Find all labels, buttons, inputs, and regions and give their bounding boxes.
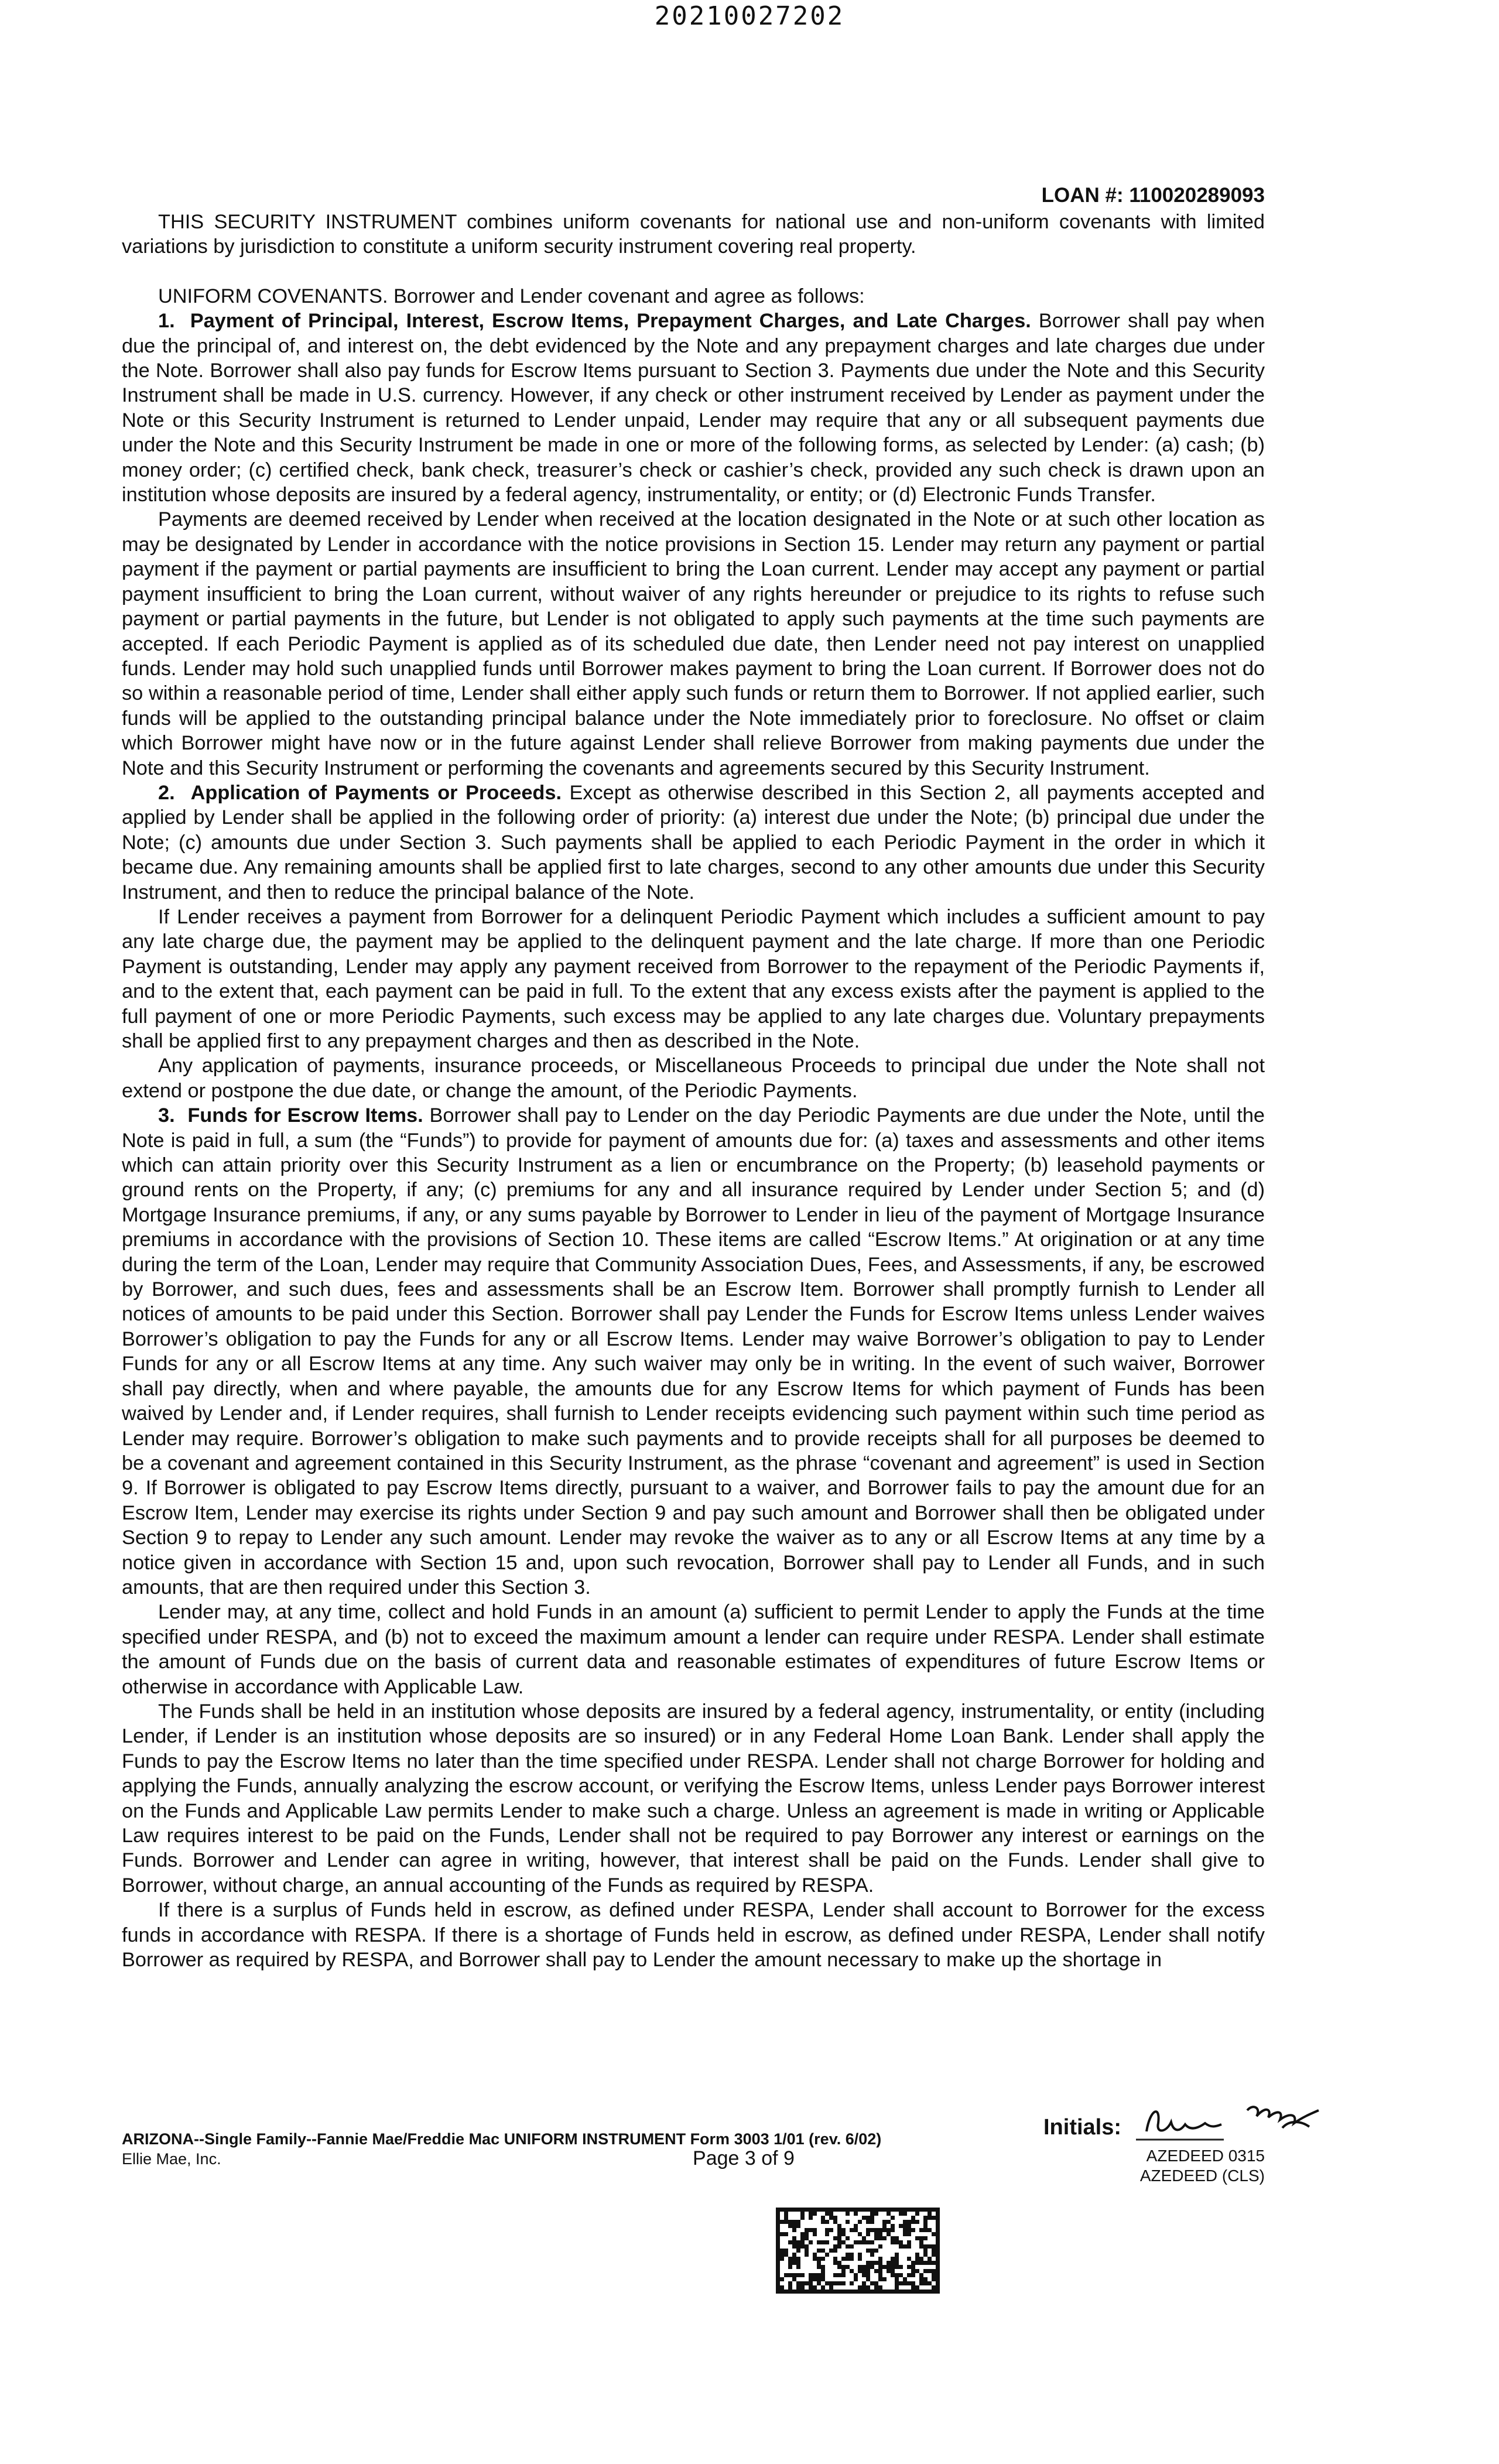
- section-2: [122, 781, 1265, 905]
- paragraph-collect-funds: Lender may, at any time, collect and hold Funds in an amount (a) sufficient to permit Lender to apply the Funds at the time specified under RESPA, and (b) not to exceed the maximum amount a lender can require under RESPA. Lender shall estimate the amount of Funds due on the basis of current data and reasonable estimates of expenditures of future Escrow Items or otherwise in accordance with Applicable Law.: [122, 1601, 1265, 1698]
- barcode-image: [776, 2208, 940, 2295]
- document-body: [122, 210, 1265, 1972]
- section-heading: Payment of Principal, Interest, Escrow Items, Prepayment Charges, and Late Charges.: [190, 310, 1031, 333]
- loan-number: LOAN #: 110020289093: [1041, 184, 1265, 207]
- form-identifier: ARIZONA--Single Family--Fannie Mae/Freddie Mac UNIFORM INSTRUMENT Form 3003 1/01 (rev. 6/02): [122, 2130, 882, 2148]
- section-text: Borrower shall pay to Lender on the day Periodic Payments are due under the Note, until the Note is paid in full, a sum (the “Funds”) to provide for payment of amounts due for: (a) taxes and assessments and other items which can attain priority over this Security Instrument as a lien or encumbrance on the Property; (b) leasehold payments or ground rents on the Property, if any; (c) premiums for any and all insurance required by Lender under Section 5; and (d) Mortgage Insurance premiums, if any, or any sums payable by Borrower to Lender in lieu of the payment of Mortgage Insurance premiums in accordance with the provisions of Section 10. These items are called “Escrow Items.” At origination or at any time during the term of the Loan, Lender may require that Community Association Dues, Fees, and Assessments, if any, be escrowed by Borrower, and such dues, fees and assessments shall be an Escrow Item. Borrower shall promptly furnish to Lender all notices of amounts to be paid under this Section. Borrower shall pay Lender the Funds for Escrow Items unless Lender waives Borrower’s obligation to pay the Funds for any or all Escrow Items. Lender may waive Borrower’s obligation to pay to Lender Funds for any or all Escrow Items at any time. Any such waiver may only be in writing. In the event of such waiver, Borrower shall pay directly, when and where payable, the amounts due for any Escrow Items for which payment of Funds has been waived by Lender and, if Lender requires, shall furnish to Lender receipts evidencing such payment within such time period as Lender may require. Borrower’s obligation to make such payments and to provide receipts shall for all purposes be deemed to be a covenant and agreement contained in this Security Instrument, as the phrase “covenant and agreement” is used in Section 9. If Borrower is obligated to pay Escrow Items directly, pursuant to a waiver, and Borrower fails to pay the amount due for an Escrow Item, Lender may exercise its rights under Section 9 and pay such amount and Borrower shall then be obligated under Section 9 to repay to Lender any such amount. Lender may revoke the waiver as to any or all Escrow Items at any time by a notice given in accordance with Section 15 and, upon such revocation, Borrower shall pay to Lender all Funds, and in such amounts, that are then required under this Section 3.: [122, 1104, 1265, 1599]
- paragraph-intro: THIS SECURITY INSTRUMENT combines uniform covenants for national use and non-uniform covenants with limited variations by jurisdiction to constitute a uniform security instrument covering real property.: [122, 211, 1265, 258]
- section-text: Except as otherwise described in this Section 2, all payments accepted and applied by Lender shall be applied in the following order of priority: (a) interest due under the Note; (b) principal due under the Note; (c) amounts due under Section 3. Such payments shall be applied to each Periodic Payment in the order in which it became due. Any remaining amounts shall be applied first to late charges, second to any other amounts due under this Security Instrument, and then to reduce the principal balance of the Note.: [122, 781, 1265, 904]
- initials-signature: [1136, 2097, 1329, 2150]
- paragraph-application: Any application of payments, insurance proceeds, or Miscellaneous Proceeds to principal due under the Note shall not extend or postpone the due date, or change the amount, of the Periodic Payments.: [122, 1055, 1265, 1102]
- section-1: [122, 309, 1265, 507]
- section-heading: Funds for Escrow Items.: [187, 1104, 423, 1127]
- form-codes: [1140, 2146, 1265, 2186]
- section-text: Borrower shall pay when due the principal of, and interest on, the debt evidenced by the Note and any prepayment charges and late charges due under the Note. Borrower shall also pay funds for Escrow Items pursuant to Section 3. Payments due under the Note and this Security Instrument shall be made in U.S. currency. However, if any check or other instrument received by Lender as payment under the Note or this Security Instrument is returned to Lender unpaid, Lender may require that any or all subsequent payments due under the Note and this Security Instrument be made in one or more of the following forms, as selected by Lender: (a) cash; (b) money order; (c) certified check, bank check, treasurer’s check or cashier’s check, provided any such check is drawn upon an institution whose deposits are insured by a federal agency, instrumentality, or entity; or (d) Electronic Funds Transfer.: [122, 310, 1265, 507]
- vendor-name: Ellie Mae, Inc.: [122, 2150, 221, 2168]
- paragraph-uniform-covenants: UNIFORM COVENANTS. Borrower and Lender covenant and agree as follows:: [158, 285, 865, 307]
- page-number: Page 3 of 9: [693, 2147, 795, 2169]
- section-number: 3.: [158, 1104, 175, 1127]
- section-number: 1.: [158, 310, 175, 333]
- paragraph-funds-held: The Funds shall be held in an institution whose deposits are insured by a federal agency, instrumentality, or entity (including Lender, if Lender is an institution whose deposits are so insured) or in any Federal Home Loan Bank. Lender shall apply the Funds to pay the Escrow Items no later than the time specified under RESPA. Lender shall not charge Borrower for holding and applying the Funds, annually analyzing the escrow account, or verifying the Escrow Items, unless Lender pays Borrower interest on the Funds and Applicable Law permits Lender to make such a charge. Unless an agreement is made in writing or Applicable Law requires interest to be paid on the Funds, Lender shall not be required to pay Borrower any interest or earnings on the Funds. Borrower and Lender can agree in writing, however, that interest shall be paid on the Funds. Lender shall give to Borrower, without charge, an annual accounting of the Funds as required by RESPA.: [122, 1700, 1265, 1897]
- initials-label: Initials:: [1043, 2115, 1122, 2140]
- paragraph-surplus: If there is a surplus of Funds held in escrow, as defined under RESPA, Lender shall account to Borrower for the excess funds in accordance with RESPA. If there is a shortage of Funds held in escrow, as defined under RESPA, Lender shall notify Borrower as required by RESPA, and Borrower shall pay to Lender the amount necessary to make up the shortage in: [122, 1899, 1265, 1972]
- section-heading: Application of Payments or Proceeds.: [190, 781, 562, 804]
- section-3: [122, 1103, 1265, 1600]
- recording-number: 20210027202: [654, 1, 845, 31]
- paragraph-delinquent-payment: If Lender receives a payment from Borrower for a delinquent Periodic Payment which includes a sufficient amount to pay any late charge due, the payment may be applied to the delinquent payment and the late charge. If more than one Periodic Payment is outstanding, Lender may apply any payment received from Borrower to the repayment of the Periodic Payments if, and to the extent that, each payment can be paid in full. To the extent that any excess exists after the payment is applied to the full payment of one or more Periodic Payments, such excess may be applied to any late charges due. Voluntary prepayments shall be applied first to any prepayment charges and then as described in the Note.: [122, 905, 1265, 1052]
- form-code: AZEDEED 0315: [1146, 2147, 1265, 2165]
- section-number: 2.: [158, 781, 175, 804]
- paragraph-payments-received: Payments are deemed received by Lender when received at the location designated in the Note or at such other location as may be designated by Lender in accordance with the notice provisions in Section 15. Lender may return any payment or partial payment if the payment or partial payments are insufficient to bring the Loan current. Lender may accept any payment or partial payment insufficient to bring the Loan current, without waiver of any rights hereunder or prejudice to its rights to refuse such payment or partial payments in the future, but Lender is not obligated to apply such payments at the time such payments are accepted. If each Periodic Payment is applied as of its scheduled due date, then Lender need not pay interest on unapplied funds. Lender may hold such unapplied funds until Borrower makes payment to bring the Loan current. If Borrower does not do so within a reasonable period of time, Lender shall either apply such funds or return them to Borrower. If not applied earlier, such funds will be applied to the outstanding principal balance under the Note immediately prior to foreclosure. No offset or claim which Borrower might have now or in the future against Lender shall relieve Borrower from making payments due under the Note and this Security Instrument or performing the covenants and agreements secured by this Security Instrument.: [122, 508, 1265, 779]
- form-code-cls: AZEDEED (CLS): [1139, 2167, 1265, 2185]
